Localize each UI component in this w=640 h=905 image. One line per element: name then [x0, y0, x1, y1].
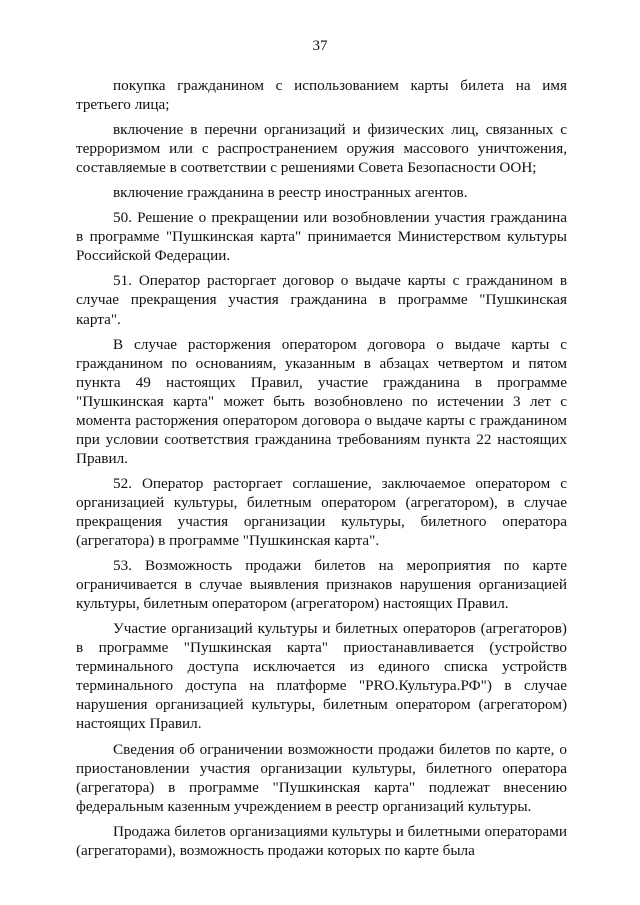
paragraph-item-52: 52. Оператор расторгает соглашение, заключаемое оператором с организацией культуры, билетным оператором (агрегатором), в случае прекращения участия организации культуры, билетного оператора (агрегатора) в программе "Пушкинская карта".	[76, 474, 567, 550]
paragraph-item-53: 53. Возможность продажи билетов на мероприятия по карте ограничивается в случае выявления признаков нарушения организацией культуры, билетным оператором (агрегатором) настоящих Правил.	[76, 557, 567, 613]
paragraph-item-53-registry: Сведения об ограничении возможности продажи билетов по карте, о приостановлении участия организации культуры, билетного оператора (агрегатора) в программе "Пушкинская карта" подлежат внесению федеральным казенным учреждением в реестр организаций культуры.	[76, 740, 567, 815]
document-body	[76, 76, 567, 866]
paragraph-ticket-sales: Продажа билетов организациями культуры и билетными операторами (агрегаторами), возможность продажи которых по карте была	[76, 822, 567, 859]
paragraph-item-51: 51. Оператор расторгает договор о выдаче карты с гражданином в случае прекращения участия гражданина в программе "Пушкинская карта".	[76, 272, 567, 328]
paragraph-item-50: 50. Решение о прекращении или возобновлении участия гражданина в программе "Пушкинская карта" принимается Министерством культуры Российской Федерации.	[76, 209, 567, 265]
paragraph-terrorism-lists: включение в перечни организаций и физических лиц, связанных с терроризмом или с распространением оружия массового уничтожения, составляемые в соответствии с решениями Совета Безопасности ООН;	[76, 121, 567, 177]
paragraph-foreign-agents: включение гражданина в реестр иностранных агентов.	[113, 184, 468, 202]
paragraph-item-51-renewal: В случае расторжения оператором договора о выдаче карты с гражданином по основаниям, указанным в абзацах четвертом и пятом пункта 49 настоящих Правил, участие гражданина в программе "Пушкинская карта" может быть возобновлено по истечении 3 лет с момента расторжения оператором договора о выдаче карты с гражданином при условии соответствия гражданина требованиям пункта 22 настоящих Правил.	[76, 335, 567, 467]
paragraph-item-53-suspension: Участие организаций культуры и билетных операторов (агрегаторов) в программе "Пушкинская карта" приостанавливается (устройство терминального доступа исключается из единого списка устройств терминального доступа на платформе "PRO.Культура.РФ") в случае нарушения организацией культуры, билетным оператором (агрегатором) настоящих Правил.	[76, 620, 567, 733]
paragraph-purchase-third-party: покупка гражданином с использованием карты билета на имя третьего лица;	[76, 77, 567, 114]
page-number: 37	[312, 38, 328, 54]
